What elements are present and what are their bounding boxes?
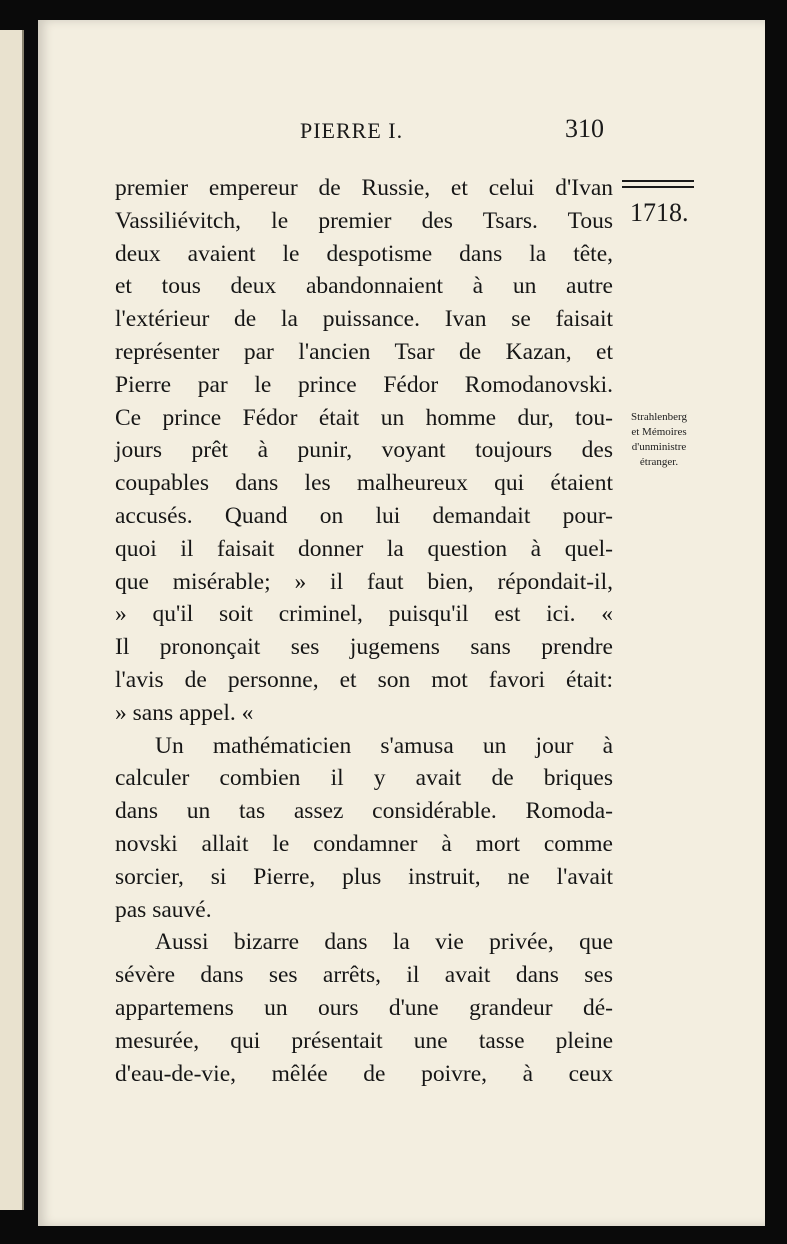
text-line: pas sauvé. — [115, 896, 212, 923]
text-line: appartemens un ours d'une grandeur dé- — [115, 994, 613, 1021]
margin-note — [614, 410, 704, 470]
text-line: » qu'il soit criminel, puisqu'il est ici. « — [115, 601, 613, 628]
text-line: coupables dans les malheureux qui étaient — [115, 470, 613, 497]
text-line: novski allait le condamner à mort comme — [115, 830, 613, 857]
margin-double-rule — [622, 180, 694, 188]
text-line: sorcier, si Pierre, plus instruit, ne l'avait — [115, 863, 613, 890]
text-line: représenter par l'ancien Tsar de Kazan, et — [115, 338, 613, 365]
text-line: Ce prince Fédor était un homme dur, tou- — [115, 404, 613, 431]
text-line: jours prêt à punir, voyant toujours des — [115, 437, 613, 464]
text-line: que misérable; » il faut bien, répondait-il, — [115, 568, 613, 595]
text-line: dans un tas assez considérable. Romoda- — [115, 798, 613, 825]
text-line: premier empereur de Russie, et celui d'Ivan — [115, 175, 613, 201]
margin-note-line: Strahlenberg — [630, 411, 687, 423]
margin-year: 1718. — [630, 198, 689, 227]
text-line: quoi il faisait donner la question à quel- — [115, 535, 613, 562]
text-line: deux avaient le despotisme dans la tête, — [115, 240, 613, 267]
text-line: mesurée, qui présentait une tasse pleine — [115, 1027, 613, 1054]
body-text — [115, 172, 613, 1090]
text-line: Il prononçait ses jugemens sans prendre — [115, 634, 613, 661]
text-line: l'avis de personne, et son mot favori était: — [115, 666, 613, 693]
margin-note-line: étranger. — [639, 456, 679, 468]
margin-note-line: d'unministre — [631, 441, 687, 453]
text-line: sévère dans ses arrêts, il avait dans ses — [115, 962, 613, 989]
margin-note-line: et Mémoires — [631, 426, 687, 438]
text-line: calculer combien il y avait de briques — [115, 765, 613, 792]
text-line: accusés. Quand on lui demandait pour- — [115, 502, 613, 529]
text-line: et tous deux abandonnaient à un autre — [115, 273, 613, 300]
text-line: » sans appel. « — [115, 699, 254, 726]
text-line: Un mathématicien s'amusa un jour à — [155, 732, 613, 759]
page-number: 310 — [565, 114, 604, 143]
text-line: Pierre par le prince Fédor Romodanovski. — [115, 371, 613, 398]
facing-page-edge — [0, 30, 24, 1210]
text-line: d'eau-de-vie, mêlée de poivre, à ceux — [115, 1060, 613, 1087]
text-line: Aussi bizarre dans la vie privée, que — [155, 929, 613, 956]
text-line: Vassiliévitch, le premier des Tsars. Tous — [115, 207, 613, 234]
text-line: l'extérieur de la puissance. Ivan se faisait — [115, 306, 613, 333]
running-title: PIERRE I. — [300, 118, 404, 143]
